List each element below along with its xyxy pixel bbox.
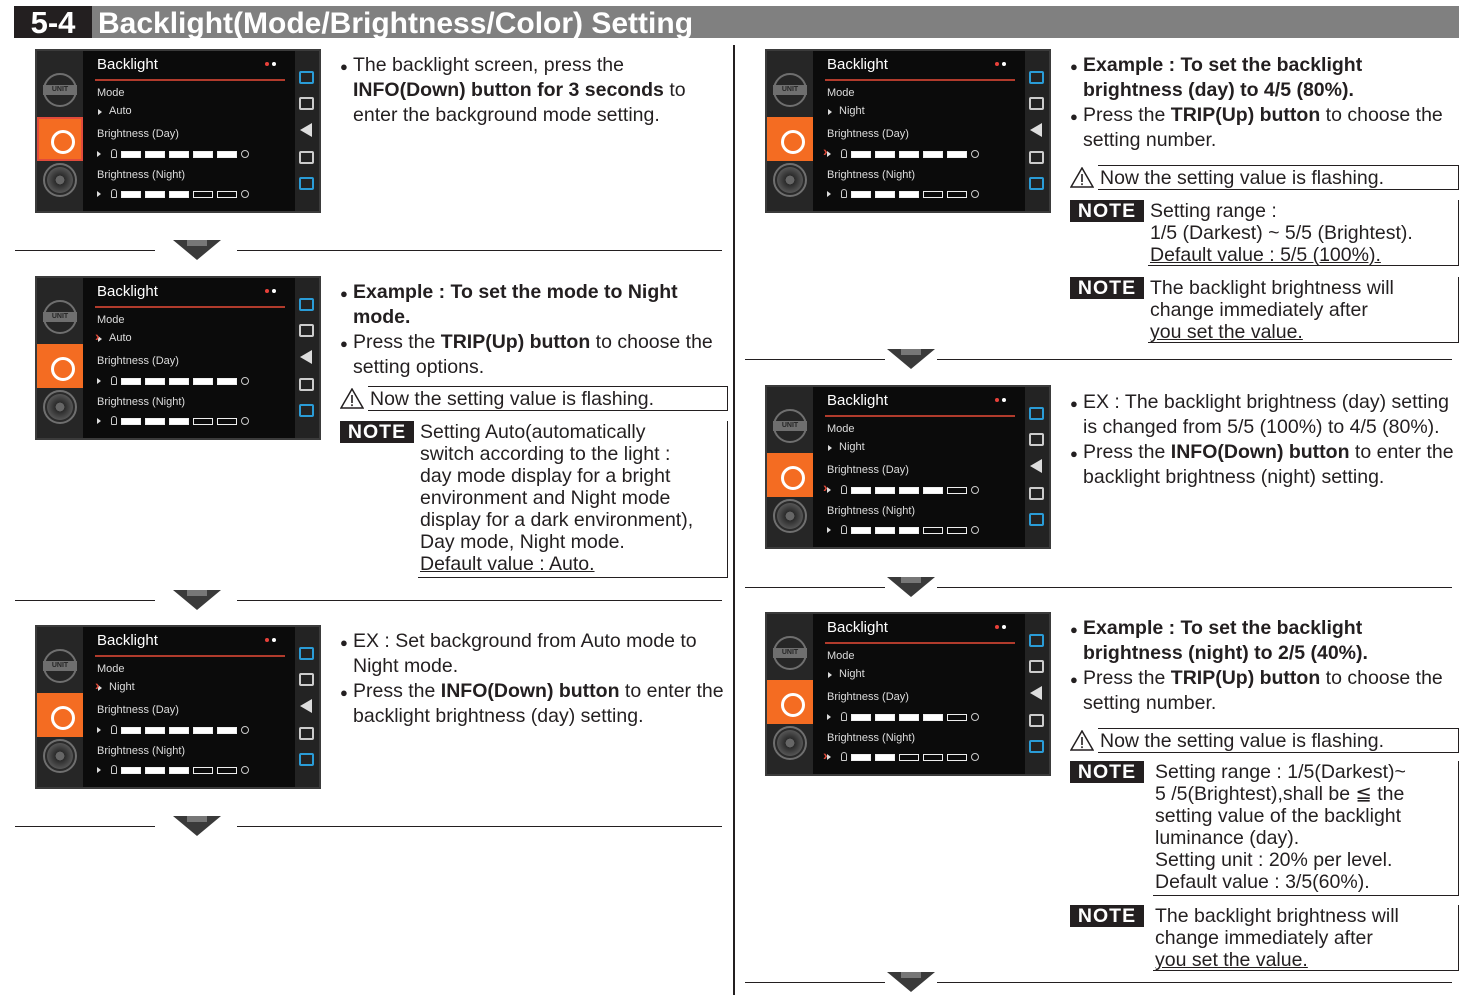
level-segment	[169, 767, 189, 774]
note-line: Default value : 5/5 (100%).	[1150, 244, 1381, 266]
level-segment	[217, 378, 237, 385]
level-segment	[121, 151, 141, 158]
bright-icon	[971, 713, 979, 721]
menu-icon	[299, 71, 314, 84]
unit-icon	[773, 636, 807, 670]
level-segment	[875, 714, 895, 721]
section-header	[14, 6, 1459, 38]
level-segment	[851, 714, 871, 721]
note-tag: NOTE	[1070, 905, 1144, 927]
down-icon	[299, 727, 314, 740]
step3-text	[340, 629, 730, 729]
level-segment	[947, 714, 967, 721]
step4-text	[1070, 53, 1460, 153]
step1-text	[340, 53, 725, 128]
note-line: Default value : Auto.	[420, 553, 595, 575]
level-segment	[875, 151, 895, 158]
level-segment	[217, 418, 237, 425]
color-icon	[43, 739, 77, 773]
brightness-night-label: Brightness (Night)	[97, 169, 186, 181]
brightness-day-bar	[827, 484, 987, 496]
level-segment	[121, 727, 141, 734]
brightness-night-bar	[97, 764, 257, 776]
left-icon-column	[767, 614, 813, 774]
level-segment	[851, 754, 871, 761]
level-segment	[193, 418, 213, 425]
column-divider	[733, 45, 735, 995]
level-segment	[145, 191, 165, 198]
level-segment	[217, 191, 237, 198]
level-segment	[923, 151, 943, 158]
dim-icon	[111, 765, 117, 774]
unit-icon	[43, 73, 77, 107]
mode-value: Night	[839, 105, 865, 117]
mode-value: Night	[839, 441, 865, 453]
note-line: change immediately after	[1150, 299, 1368, 321]
level-segment	[947, 527, 967, 534]
note-line: setting value of the backlight	[1155, 805, 1402, 827]
note-line: 5 /5(Brightest),shall be ≦ the	[1155, 783, 1405, 805]
section-title: Backlight(Mode/Brightness/Color) Setting	[98, 7, 694, 40]
left-icon-column	[37, 278, 83, 438]
title-underline	[95, 655, 285, 657]
dim-icon	[111, 416, 117, 425]
bright-icon	[971, 486, 979, 494]
level-segment	[121, 418, 141, 425]
note-line: Setting Auto(automatically	[420, 421, 646, 443]
brightness-night-label: Brightness (Night)	[827, 169, 916, 181]
note-body	[1153, 905, 1459, 971]
back-icon	[300, 350, 312, 364]
note-line: day mode display for a bright	[420, 465, 671, 487]
note-line: you set the value.	[1150, 321, 1303, 343]
dim-icon	[111, 376, 117, 385]
backlight-icon	[767, 680, 813, 724]
mode-label: Mode	[97, 663, 125, 675]
level-segment	[923, 191, 943, 198]
backlight-icon	[767, 453, 813, 497]
right-button-column	[1025, 614, 1049, 774]
brightness-night-bar	[97, 188, 257, 200]
dim-icon	[841, 525, 847, 534]
dim-icon	[841, 712, 847, 721]
level-segment	[169, 151, 189, 158]
mode-label: Mode	[97, 314, 125, 326]
bright-icon	[241, 417, 249, 425]
step2-text	[340, 280, 725, 380]
step6-note1	[1070, 761, 1459, 897]
level-segment	[875, 527, 895, 534]
level-segment	[875, 191, 895, 198]
level-segment	[899, 527, 919, 534]
note-tag: NOTE	[340, 421, 414, 443]
bright-icon	[971, 753, 979, 761]
mode-value: Auto	[109, 105, 132, 117]
level-segment	[947, 151, 967, 158]
brightness-day-bar	[97, 375, 257, 387]
level-segment	[875, 487, 895, 494]
unit-icon-label: UNIT	[43, 312, 77, 322]
level-segment	[851, 487, 871, 494]
unit-icon	[773, 73, 807, 107]
screen-title: Backlight	[827, 56, 888, 73]
level-segment	[851, 191, 871, 198]
screen-title: Backlight	[97, 283, 158, 300]
step4-instruction: ● Press the TRIP(Up) button to choose the setting number.	[1070, 103, 1460, 153]
brightness-day-label: Brightness (Day)	[827, 128, 909, 140]
brightness-night-label: Brightness (Night)	[827, 732, 916, 744]
flash-indicator: ›	[823, 747, 828, 763]
home-icon	[299, 97, 314, 110]
color-icon	[773, 499, 807, 533]
left-icon-column	[767, 51, 813, 211]
note-line: luminance (day).	[1155, 827, 1300, 849]
level-segment	[217, 151, 237, 158]
level-segment	[923, 527, 943, 534]
level-segment	[145, 418, 165, 425]
title-underline	[825, 415, 1015, 417]
brightness-day-label: Brightness (Day)	[827, 691, 909, 703]
brightness-night-bar	[97, 415, 257, 427]
step3-example: ● EX : Set background from Auto mode to Night mode.	[340, 629, 730, 679]
level-segment	[899, 714, 919, 721]
backlight-screen	[35, 49, 321, 213]
note-line: environment and Night mode	[420, 487, 671, 509]
level-segment	[947, 191, 967, 198]
brightness-night-label: Brightness (Night)	[97, 396, 186, 408]
brightness-day-label: Brightness (Day)	[827, 464, 909, 476]
back-icon	[1030, 686, 1042, 700]
note-tag: NOTE	[1070, 761, 1144, 783]
menu-icon	[1029, 634, 1044, 647]
screen-title: Backlight	[827, 392, 888, 409]
step2-example: ● Example : To set the mode to Night mode.	[340, 280, 725, 330]
note-tag: NOTE	[1070, 277, 1144, 299]
mode-label: Mode	[827, 650, 855, 662]
screen-title: Backlight	[827, 619, 888, 636]
level-segment	[923, 754, 943, 761]
bright-icon	[971, 190, 979, 198]
level-segment	[851, 527, 871, 534]
unit-icon	[43, 649, 77, 683]
bright-icon	[241, 766, 249, 774]
flash-indicator: ›	[823, 479, 828, 495]
down-icon	[1029, 714, 1044, 727]
backlight-screen	[35, 625, 321, 789]
level-segment	[899, 487, 919, 494]
note-line: 1/5 (Darkest) ~ 5/5 (Brightest).	[1150, 222, 1413, 244]
step-separator	[745, 349, 1452, 373]
note-body	[1153, 761, 1459, 896]
note-tag: NOTE	[1070, 200, 1144, 222]
flash-indicator: ›	[95, 328, 100, 344]
down-icon	[299, 378, 314, 391]
color-icon	[43, 390, 77, 424]
mode-value: Auto	[109, 332, 132, 344]
bright-icon	[971, 150, 979, 158]
step2-instruction: ● Press the TRIP(Up) button to choose the setting options.	[340, 330, 725, 380]
brightness-day-bar	[827, 711, 987, 723]
step-separator	[745, 972, 1452, 996]
page-dots	[265, 289, 277, 294]
back-icon	[1030, 123, 1042, 137]
level-segment	[851, 151, 871, 158]
title-underline	[95, 79, 285, 81]
step5-instruction: ● Press the INFO(Down) button to enter the backlight brightness (night) setting.	[1070, 440, 1460, 490]
level-segment	[169, 418, 189, 425]
left-icon-column	[767, 387, 813, 547]
page-dot	[272, 62, 276, 66]
title-underline	[95, 306, 285, 308]
level-segment	[121, 378, 141, 385]
home-icon	[299, 673, 314, 686]
note-line: Setting range :	[1150, 200, 1277, 222]
page-dot	[995, 62, 999, 66]
bright-icon	[241, 377, 249, 385]
note-line: Setting unit : 20% per level.	[1155, 849, 1393, 871]
backlight-icon	[37, 693, 83, 737]
note-line: display for a dark environment),	[420, 509, 694, 531]
mode-value: Night	[839, 668, 865, 680]
page-dots	[995, 625, 1007, 630]
step6-example: ● Example : To set the backlight brightness (night) to 2/5 (40%).	[1070, 616, 1460, 666]
level-segment	[899, 151, 919, 158]
page-dot	[265, 638, 269, 642]
level-segment	[121, 191, 141, 198]
note-line: you set the value.	[1155, 949, 1308, 971]
enter-icon	[299, 404, 314, 417]
menu-icon	[1029, 407, 1044, 420]
unit-icon-label: UNIT	[773, 85, 807, 95]
step6-instruction: ● Press the TRIP(Up) button to choose the setting number.	[1070, 666, 1460, 716]
level-segment	[193, 767, 213, 774]
step4-note2	[1070, 277, 1459, 345]
level-segment	[145, 151, 165, 158]
down-icon	[1029, 487, 1044, 500]
home-icon	[1029, 433, 1044, 446]
step5-text	[1070, 390, 1460, 490]
note-body	[418, 421, 728, 578]
page-dot	[265, 62, 269, 66]
brightness-day-bar	[97, 148, 257, 160]
backlight-screen	[765, 385, 1051, 549]
section-number: 5-4	[14, 6, 92, 38]
home-icon	[1029, 97, 1044, 110]
backlight-screen	[35, 276, 321, 440]
brightness-night-label: Brightness (Night)	[827, 505, 916, 517]
level-segment	[193, 378, 213, 385]
unit-icon	[773, 409, 807, 443]
right-button-column	[1025, 387, 1049, 547]
step2-note	[340, 421, 728, 581]
brightness-day-label: Brightness (Day)	[97, 355, 179, 367]
dim-icon	[111, 725, 117, 734]
step-separator	[15, 590, 722, 614]
page-dot	[272, 638, 276, 642]
brightness-day-bar	[97, 724, 257, 736]
note-line: The backlight brightness will	[1150, 277, 1394, 299]
note-body	[1148, 277, 1459, 343]
title-underline	[825, 79, 1015, 81]
color-icon	[773, 163, 807, 197]
right-button-column	[295, 278, 319, 438]
level-segment	[145, 727, 165, 734]
menu-icon	[299, 298, 314, 311]
level-segment	[947, 754, 967, 761]
page-dots	[995, 62, 1007, 67]
note-line: switch according to the light :	[420, 443, 671, 465]
note-line: Default value : 3/5(60%).	[1155, 871, 1370, 893]
screen-title: Backlight	[97, 56, 158, 73]
screen-title: Backlight	[97, 632, 158, 649]
dim-icon	[111, 189, 117, 198]
level-segment	[169, 191, 189, 198]
back-icon	[1030, 459, 1042, 473]
bright-icon	[241, 190, 249, 198]
step-separator	[745, 577, 1452, 601]
level-segment	[121, 767, 141, 774]
menu-icon	[299, 647, 314, 660]
step3-instruction: ● Press the INFO(Down) button to enter the backlight brightness (day) setting.	[340, 679, 730, 729]
brightness-day-bar	[827, 148, 987, 160]
page-dot	[1002, 62, 1006, 66]
brightness-night-bar	[827, 188, 987, 200]
brightness-night-bar	[827, 751, 987, 763]
dim-icon	[841, 752, 847, 761]
color-icon	[773, 726, 807, 760]
dim-icon	[841, 149, 847, 158]
step4-note1	[1070, 200, 1459, 268]
level-segment	[169, 378, 189, 385]
unit-icon-label: UNIT	[43, 661, 77, 671]
backlight-icon	[37, 344, 83, 388]
back-icon	[300, 699, 312, 713]
bright-icon	[241, 150, 249, 158]
enter-icon	[299, 177, 314, 190]
enter-icon	[299, 753, 314, 766]
unit-icon-label: UNIT	[773, 648, 807, 658]
home-icon	[1029, 660, 1044, 673]
enter-icon	[1029, 513, 1044, 526]
unit-icon-label: UNIT	[773, 421, 807, 431]
down-icon	[299, 151, 314, 164]
step5-example: ● EX : The backlight brightness (day) setting is changed from 5/5 (100%) to 4/5 (80%).	[1070, 390, 1460, 440]
level-segment	[875, 754, 895, 761]
dim-icon	[841, 485, 847, 494]
level-segment	[193, 727, 213, 734]
step1-instruction: ● The backlight screen, press the INFO(Down) button for 3 seconds to enter the background mode setting.	[340, 53, 725, 128]
level-segment	[145, 378, 165, 385]
step6-note2	[1070, 905, 1459, 973]
right-button-column	[295, 627, 319, 787]
page-dot	[272, 289, 276, 293]
page-dot	[995, 398, 999, 402]
level-segment	[923, 487, 943, 494]
brightness-day-label: Brightness (Day)	[97, 704, 179, 716]
page-dot	[1002, 398, 1006, 402]
mode-value: Night	[109, 681, 135, 693]
left-icon-column	[37, 627, 83, 787]
right-button-column	[1025, 51, 1049, 211]
backlight-icon	[767, 117, 813, 161]
unit-icon-label: UNIT	[43, 85, 77, 95]
title-underline	[825, 642, 1015, 644]
page-dots	[265, 62, 277, 67]
mode-label: Mode	[827, 423, 855, 435]
page-dots	[265, 638, 277, 643]
warning-icon	[1070, 730, 1094, 751]
right-button-column	[295, 51, 319, 211]
level-segment	[217, 727, 237, 734]
enter-icon	[1029, 177, 1044, 190]
level-segment	[145, 767, 165, 774]
level-segment	[947, 487, 967, 494]
page-dot	[1002, 625, 1006, 629]
flash-indicator: ›	[95, 677, 100, 693]
note-line: change immediately after	[1155, 927, 1373, 949]
dim-icon	[841, 189, 847, 198]
backlight-screen	[765, 612, 1051, 776]
page-dot	[995, 625, 999, 629]
step6-warning: Now the setting value is flashing.	[1070, 728, 1459, 753]
brightness-night-bar	[827, 524, 987, 536]
level-segment	[923, 714, 943, 721]
home-icon	[299, 324, 314, 337]
note-line: Setting range : 1/5(Darkest)~	[1155, 761, 1406, 783]
unit-icon	[43, 300, 77, 334]
left-icon-column	[37, 51, 83, 211]
brightness-night-label: Brightness (Night)	[97, 745, 186, 757]
level-segment	[169, 727, 189, 734]
note-line: Day mode, Night mode.	[420, 531, 625, 553]
mode-label: Mode	[97, 87, 125, 99]
enter-icon	[1029, 740, 1044, 753]
step2-warning: Now the setting value is flashing.	[340, 386, 728, 411]
page-dots	[995, 398, 1007, 403]
page-dot	[265, 289, 269, 293]
back-icon	[300, 123, 312, 137]
backlight-screen	[765, 49, 1051, 213]
flash-indicator: ›	[823, 143, 828, 159]
step4-example: ● Example : To set the backlight brightness (day) to 4/5 (80%).	[1070, 53, 1460, 103]
level-segment	[193, 151, 213, 158]
bright-icon	[241, 726, 249, 734]
note-body	[1148, 200, 1459, 266]
down-icon	[1029, 151, 1044, 164]
step4-warning: Now the setting value is flashing.	[1070, 165, 1459, 190]
brightness-day-label: Brightness (Day)	[97, 128, 179, 140]
level-segment	[899, 191, 919, 198]
bright-icon	[971, 526, 979, 534]
mode-label: Mode	[827, 87, 855, 99]
warning-icon	[340, 388, 364, 409]
step-separator	[15, 816, 722, 840]
dim-icon	[111, 149, 117, 158]
step-separator	[15, 240, 722, 264]
level-segment	[193, 191, 213, 198]
warning-icon	[1070, 167, 1094, 188]
backlight-icon	[37, 117, 83, 161]
step6-text	[1070, 616, 1460, 716]
level-segment	[899, 754, 919, 761]
note-line: The backlight brightness will	[1155, 905, 1399, 927]
color-icon	[43, 163, 77, 197]
level-segment	[217, 767, 237, 774]
menu-icon	[1029, 71, 1044, 84]
